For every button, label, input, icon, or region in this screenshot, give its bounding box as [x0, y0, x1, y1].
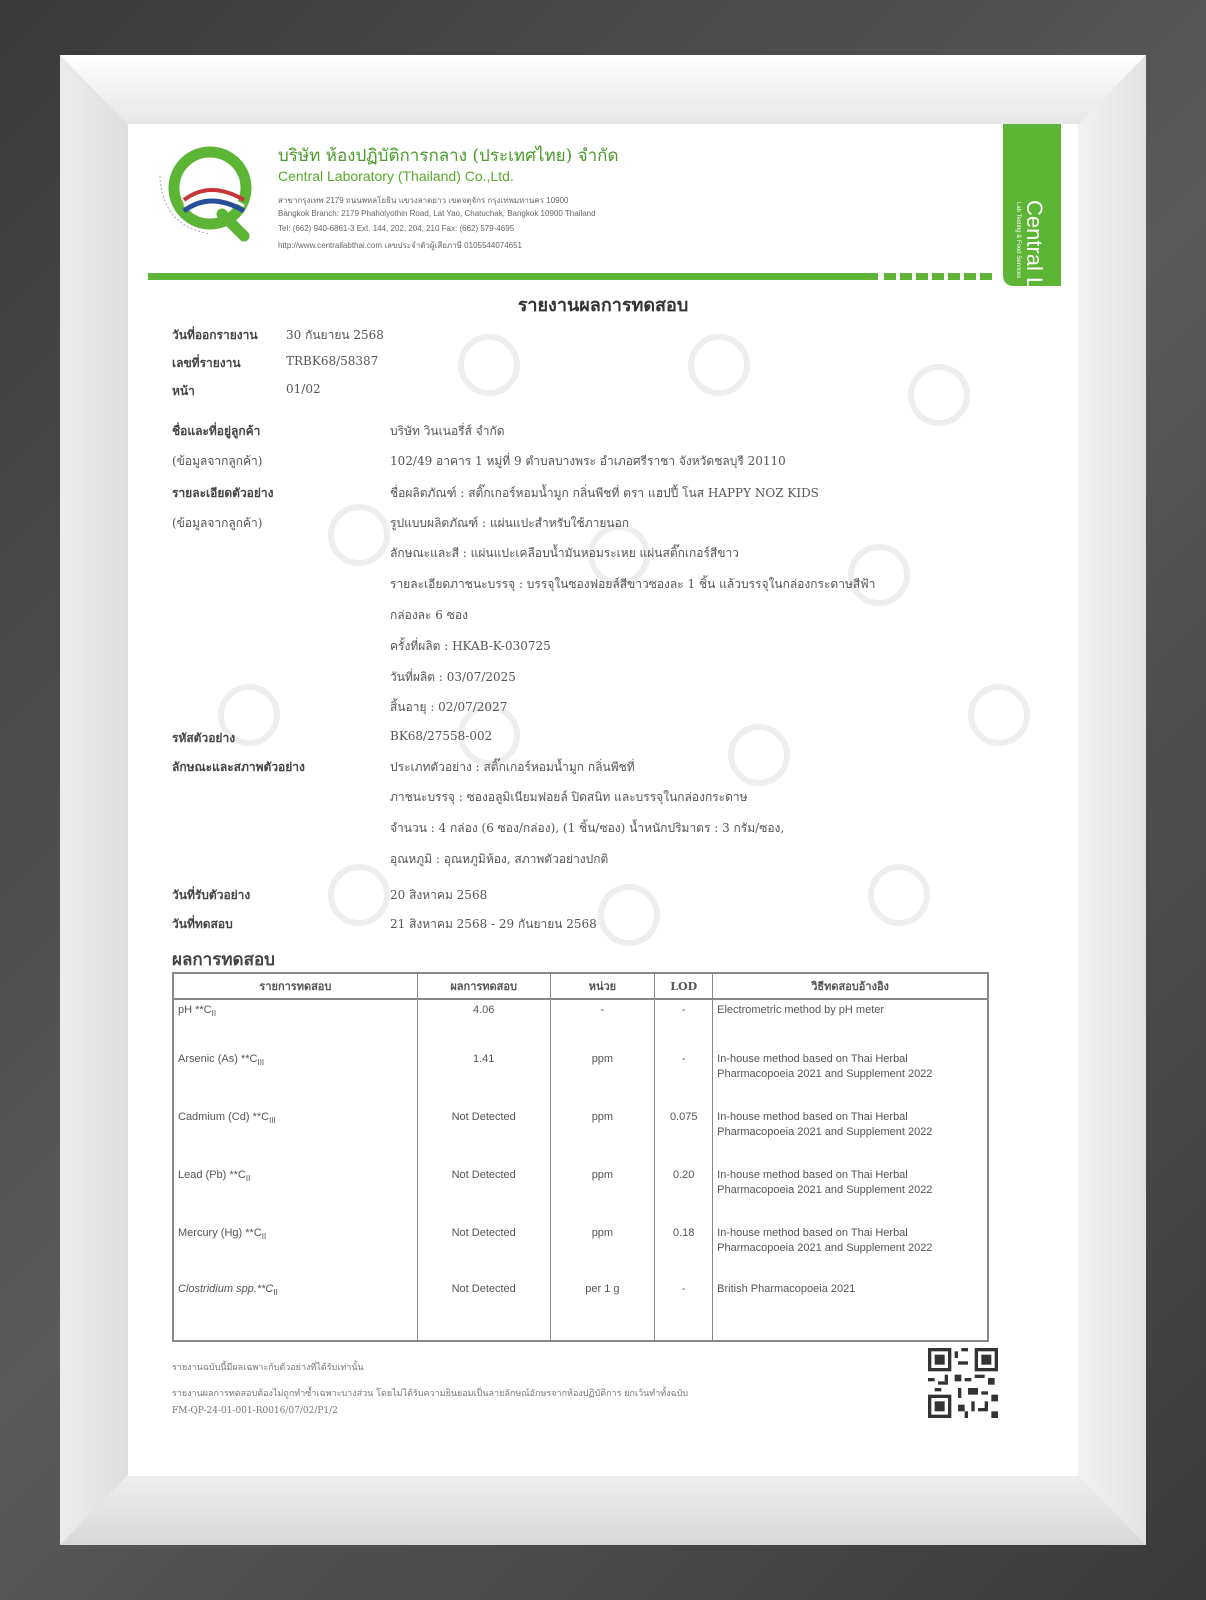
test-result: 1.41 — [417, 1049, 550, 1107]
address-line: สาขากรุงเทพ 2179 ถนนพหลโยธิน แขวงลาดยาว เขตจตุจักร กรุงเทพมหานคร 10900 — [278, 196, 569, 205]
header-divider-dash — [980, 273, 992, 280]
results-header-row — [173, 973, 988, 999]
sample-detail-line: กล่องละ 6 ซอง — [390, 608, 468, 622]
test-lod: 0.20 — [655, 1165, 713, 1223]
sample-detail-line: ครั้งที่ผลิต : HKAB-K-030725 — [390, 639, 551, 653]
test-result: Not Detected — [417, 1223, 550, 1279]
test-date-label: วันที่ทดสอบ — [172, 917, 233, 931]
test-result: Not Detected — [417, 1279, 550, 1341]
address-line: Tel: (662) 940-6861-3 Ext. 144, 202, 204, 210 Fax: (662) 579-4695 — [278, 224, 515, 233]
brand-tab-title: Central Lab — [1022, 200, 1047, 314]
issue-date-value: 30 กันยายน 2568 — [286, 328, 384, 342]
test-method: In-house method based on Thai Herbal Pharmacopoeia 2021 and Supplement 2022 — [713, 1107, 988, 1165]
watermark-icon — [968, 684, 1030, 746]
test-lod: - — [655, 1049, 713, 1107]
header-divider — [148, 273, 878, 280]
sample-condition-line: จำนวน : 4 กล่อง (6 ซอง/กล่อง), (1 ชิ้น/ซอง) น้ำหนักปริมาตร : 3 กรัม/ซอง, — [390, 821, 785, 835]
test-result: Not Detected — [417, 1165, 550, 1223]
test-lod: - — [655, 999, 713, 1049]
header-divider-dash — [948, 273, 960, 280]
table-row — [173, 1279, 988, 1341]
frame-bevel-bottom — [60, 1475, 1146, 1545]
watermark-icon — [908, 364, 970, 426]
company-name-thai: บริษัท ห้องปฏิบัติการกลาง (ประเทศไทย) จำกัด — [278, 146, 619, 166]
watermark-icon — [328, 504, 390, 566]
customer-name: บริษัท วินเนอรี่ส์ จำกัด — [390, 424, 505, 438]
test-method: In-house method based on Thai Herbal Pharmacopoeia 2021 and Supplement 2022 — [713, 1165, 988, 1223]
brand-tab — [1003, 124, 1061, 314]
sample-details-note: (ข้อมูลจากลูกค้า) — [172, 516, 263, 530]
test-item: Arsenic (As) $**C_{III}$ — [173, 1049, 417, 1107]
test-date-value: 21 สิงหาคม 2568 - 29 กันยายน 2568 — [390, 917, 597, 931]
watermark-icon — [868, 864, 930, 926]
column-header: วิธีทดสอบอ้างอิง — [713, 973, 988, 999]
table-row — [173, 1223, 988, 1279]
sample-code-label: รหัสตัวอย่าง — [172, 731, 236, 745]
form-code: FM-QP-24-01-001-R0016/07/02/P1/2 — [172, 1406, 338, 1416]
header-divider-dash — [932, 273, 944, 280]
test-unit: ppm — [550, 1223, 655, 1279]
issue-date-label: วันที่ออกรายงาน — [172, 328, 258, 342]
frame-bevel-top — [60, 55, 1146, 125]
sample-condition-line: ประเภทตัวอย่าง : สติ๊กเกอร์หอมน้ำมูก กลิ่นพีชที่ — [390, 760, 635, 774]
table-row — [173, 999, 988, 1049]
column-header: รายการทดสอบ — [173, 973, 417, 999]
sample-detail-line: ชื่อผลิตภัณฑ์ : สติ๊กเกอร์หอมน้ำมูก กลิ่นพีชที่ ตรา แฮปปี้ โนส HAPPY NOZ KIDS — [390, 486, 819, 500]
sample-detail-line: สิ้นอายุ : 02/07/2027 — [390, 700, 508, 714]
test-unit: ppm — [550, 1165, 655, 1223]
results-table — [172, 972, 989, 1342]
test-unit: per 1 g — [550, 1279, 655, 1341]
watermark-icon — [328, 864, 390, 926]
sample-detail-line: รูปแบบผลิตภัณฑ์ : แผ่นแปะสำหรับใช้ภายนอก — [390, 516, 630, 530]
watermark-icon — [598, 884, 660, 946]
test-unit: ppm — [550, 1049, 655, 1107]
test-unit: - — [550, 999, 655, 1049]
sample-condition-line: ภาชนะบรรจุ : ซองอลูมิเนียมฟอยล์ ปิดสนิท และบรรจุในกล่องกระดาษ — [390, 790, 748, 804]
table-row — [173, 1165, 988, 1223]
address-line: http://www.centrallabthai.com เลขประจำตัวผู้เสียภาษี 0105544074651 — [278, 241, 523, 250]
company-name-english: Central Laboratory (Thailand) Co.,Ltd. — [278, 168, 514, 184]
header-divider-dash — [964, 273, 976, 280]
column-header: LOD — [655, 973, 713, 999]
test-method: British Pharmacopoeia 2021 — [713, 1279, 988, 1341]
customer-label: ชื่อและที่อยู่ลูกค้า — [172, 424, 261, 438]
test-result: Not Detected — [417, 1107, 550, 1165]
sample-detail-line: วันที่ผลิต : 03/07/2025 — [390, 670, 516, 684]
brand-tab-subtitle: Lab Testing & Food Services — [1015, 202, 1021, 279]
address-line: Bangkok Branch: 2179 Phaholyothin Road, Lat Yao, Chatuchak, Bangkok 10900 Thailand — [278, 209, 596, 218]
test-method: In-house method based on Thai Herbal Pharmacopoeia 2021 and Supplement 2022 — [713, 1223, 988, 1279]
sample-detail-line: รายละเอียดภาชนะบรรจุ : บรรจุในซองฟอยล์สีขาวซองละ 1 ชิ้น แล้วบรรจุในกล่องกระดาษสีฟ้า — [390, 577, 876, 591]
header-divider-dash — [900, 273, 912, 280]
sample-detail-line: ลักษณะและสี : แผ่นแปะเคลือบน้ำมันหอมระเหย แผ่นสติ๊กเกอร์สีขาว — [390, 546, 739, 560]
sample-condition-label: ลักษณะและสภาพตัวอย่าง — [172, 760, 305, 774]
test-unit: ppm — [550, 1107, 655, 1165]
column-header: ผลการทดสอบ — [417, 973, 550, 999]
table-row — [173, 1107, 988, 1165]
watermark-icon — [688, 334, 750, 396]
received-date-value: 20 สิงหาคม 2568 — [390, 888, 488, 902]
test-lod: - — [655, 1279, 713, 1341]
qr-code-icon — [928, 1348, 998, 1418]
test-method: Electrometric method by pH meter — [713, 999, 988, 1049]
frame-bevel-right — [1078, 55, 1146, 1545]
customer-info-note: (ข้อมูลจากลูกค้า) — [172, 454, 263, 468]
page-label: หน้า — [172, 384, 195, 398]
test-result: 4.06 — [417, 999, 550, 1049]
test-item: Cadmium (Cd) $**C_{III}$ — [173, 1107, 417, 1165]
test-report-document — [128, 124, 1078, 1476]
received-date-label: วันที่รับตัวอย่าง — [172, 888, 251, 902]
report-number-label: เลขที่รายงาน — [172, 356, 241, 370]
test-item: Clostridium $spp.**C_{II}$ — [173, 1279, 417, 1341]
results-heading: ผลการทดสอบ — [172, 950, 275, 970]
test-lod: 0.075 — [655, 1107, 713, 1165]
frame-bevel-left — [60, 55, 128, 1545]
sample-code-value: BK68/27558-002 — [390, 729, 493, 743]
footer-note: รายงานผลการทดสอบต้องไม่ถูกทำซ้ำเฉพาะบางส่วน โดยไม่ได้รับความยินยอมเป็นลายลักษณ์อักษรจากห้องปฏิบัติการ ยกเว้นทำทั้งฉบับ — [172, 1389, 689, 1399]
header-divider-dash — [884, 273, 896, 280]
watermark-icon — [458, 334, 520, 396]
test-method: In-house method based on Thai Herbal Pharmacopoeia 2021 and Supplement 2022 — [713, 1049, 988, 1107]
sample-details-label: รายละเอียดตัวอย่าง — [172, 486, 274, 500]
header-divider-dash — [916, 273, 928, 280]
sample-condition-line: อุณหภูมิ : อุณหภูมิห้อง, สภาพตัวอย่างปกติ — [390, 852, 609, 866]
page-value: 01/02 — [286, 382, 321, 396]
watermark-icon — [728, 724, 790, 786]
test-item: pH $**C_{II}$ — [173, 999, 417, 1049]
column-header: หน่วย — [550, 973, 655, 999]
customer-address: 102/49 อาคาร 1 หมู่ที่ 9 ตำบลบางพระ อำเภอศรีราชา จังหวัดชลบุรี 20110 — [390, 454, 786, 468]
footer-note: รายงานฉบับนี้มีผลเฉพาะกับตัวอย่างที่ได้รับเท่านั้น — [172, 1363, 364, 1373]
test-item: Mercury (Hg) $**C_{II}$ — [173, 1223, 417, 1279]
test-item: Lead (Pb) $**C_{II}$ — [173, 1165, 417, 1223]
report-number-value: TRBK68/58387 — [286, 354, 379, 368]
test-lod: 0.18 — [655, 1223, 713, 1279]
table-row — [173, 1049, 988, 1107]
report-title: รายงานผลการทดสอบ — [517, 295, 689, 316]
central-lab-logo-icon — [150, 136, 260, 246]
